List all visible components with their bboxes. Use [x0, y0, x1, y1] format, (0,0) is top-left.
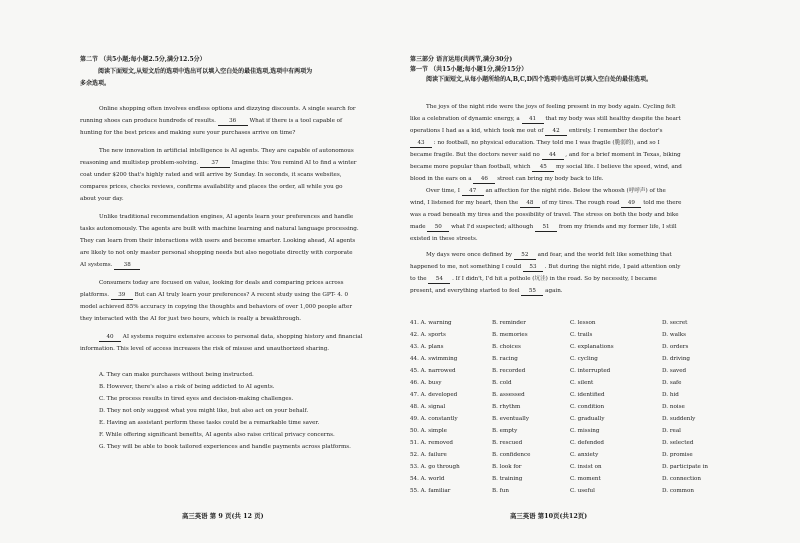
paragraph-4-line: model achieved 85% accuracy in copying the thoughts and behaviors of over 1,000 people after: [80, 304, 353, 310]
choice-option[interactable]: B. rescued: [492, 440, 523, 446]
passage-line: became fragile. But the doctors never said no 44 , and for a brief moment in Texas, biking: [410, 152, 681, 158]
blank-37[interactable]: 37: [200, 160, 230, 168]
choice-option[interactable]: C. gradually: [570, 416, 605, 422]
blank-40[interactable]: 40: [99, 334, 121, 342]
choice-option[interactable]: C. cycling: [570, 356, 598, 362]
passage-line: present, and everything started to feel 55 again.: [410, 288, 563, 294]
passage-line: made 50 what I'd suspected; although 51 from my friends and my former life, I still: [410, 224, 677, 230]
choice-option[interactable]: B. reminder: [492, 320, 526, 326]
choice-option[interactable]: 52. A. failure: [410, 452, 447, 458]
paragraph-5-line: information. This level of access increases the risk of misuse and unauthorized sharing.: [80, 346, 330, 352]
choice-option[interactable]: 47. A. developed: [410, 392, 458, 398]
passage-line: The joys of the night ride were the joys of feeling present in my body again. Cycling felt: [426, 104, 676, 110]
choice-option[interactable]: D. walks: [662, 332, 687, 338]
choice-option[interactable]: C. lesson: [570, 320, 596, 326]
part-title: 第三部分 语言运用(共两节,满分30分): [410, 56, 513, 63]
choice-option[interactable]: 42. A. sports: [410, 332, 446, 338]
choice-option[interactable]: C. useful: [570, 488, 595, 494]
passage-line: was a road beneath my tires and the possibility of travel. The stress on both the body and bike: [410, 212, 679, 218]
choice-option[interactable]: B. assessed: [492, 392, 525, 398]
choice-option[interactable]: D. hid: [662, 392, 679, 398]
section-title: 第二节 （共5小题;每小题2.5分,满分12.5分）: [80, 56, 206, 63]
choice-option[interactable]: B. rhythm: [492, 404, 521, 410]
choice-option[interactable]: B. choices: [492, 344, 521, 350]
paragraph-4-line: Consumers today are focused on value, looking for deals and comparing prices across: [99, 280, 344, 286]
blank-46[interactable]: 46: [473, 176, 495, 184]
choice-option[interactable]: C. anxiety: [570, 452, 599, 458]
blank-49[interactable]: 49: [621, 200, 641, 208]
choice-option[interactable]: C. missing: [570, 428, 600, 434]
passage-line: to the 54 . If I didn't, I'd hit a pothole (坑洼) in the road. So by necessity, I became: [410, 276, 657, 282]
blank-47[interactable]: 47: [462, 188, 484, 196]
blank-43[interactable]: 43: [410, 140, 432, 148]
choice-option[interactable]: D. suddenly: [662, 416, 696, 422]
option-c[interactable]: C. The process results in tired eyes and decision-making challenges.: [99, 396, 294, 402]
option-f[interactable]: F. While offering significant benefits, AI agents also raise critical privacy concerns.: [99, 432, 335, 438]
choice-option[interactable]: B. empty: [492, 428, 518, 434]
choice-option[interactable]: D. selected: [662, 440, 694, 446]
passage-line: 43 : no football, no physical education. They told me I was fragile (脆弱的), and so I: [410, 140, 660, 148]
choice-option[interactable]: D. safe: [662, 380, 682, 386]
blank-54[interactable]: 54: [428, 276, 450, 284]
choice-option[interactable]: C. trails: [570, 332, 593, 338]
blank-38[interactable]: 38: [114, 262, 140, 270]
choice-option[interactable]: 53. A. go through: [410, 464, 460, 470]
page-footer-left: 高三英语 第 9 页(共 12 页): [182, 512, 264, 520]
passage-line: happened to me, not something I could 53 . But during the night ride, I paid attention only: [410, 264, 681, 270]
choice-option[interactable]: C. identified: [570, 392, 605, 398]
choice-option[interactable]: D. promise: [662, 452, 693, 458]
paragraph-2-line: about your day.: [80, 196, 124, 202]
choice-option[interactable]: D. secret: [662, 320, 688, 326]
choice-option[interactable]: C. interrupted: [570, 368, 611, 374]
paragraph-3-line: are likely to not only master personal shopping needs but also negotiate directly with corporate: [80, 250, 353, 256]
paragraph-5-line: 40 AI systems require extensive access to personal data, shopping history and financial: [99, 334, 363, 342]
choice-option[interactable]: B. racing: [492, 356, 518, 362]
choice-option[interactable]: 54. A. world: [410, 476, 445, 482]
page-footer-right: 高三英语 第10页(共12页): [510, 512, 588, 520]
paragraph-1-line: hunting for the best prices and making sure your purchases arrive on time?: [80, 130, 296, 136]
option-a[interactable]: A. They can make purchases without being instructed.: [99, 372, 254, 378]
instruction-line-1: 阅读下面短文,从短文后的选项中选出可以填入空白处的最佳选项,选项中有两项为: [98, 68, 313, 75]
choice-option[interactable]: D. orders: [662, 344, 689, 350]
choice-option[interactable]: D. participate in: [662, 464, 709, 470]
choice-option[interactable]: B. training: [492, 476, 523, 482]
blank-51[interactable]: 51: [535, 224, 557, 232]
choice-option[interactable]: D. connection: [662, 476, 701, 482]
blank-39[interactable]: 39: [111, 292, 133, 300]
choice-option[interactable]: B. confidence: [492, 452, 531, 458]
paragraph-1-line: running shoes can produce hundreds of results. 36 What if there is a tool capable of: [80, 118, 343, 124]
passage-line: blood in the ears on a 46 street can bring my body back to life.: [410, 176, 604, 182]
paragraph-3-line: They can learn from their interactions with users and become smarter. Looking ahead, AI agents: [80, 238, 356, 244]
choice-option[interactable]: 43. A. plans: [410, 344, 444, 350]
blank-48[interactable]: 48: [520, 200, 540, 208]
choice-option[interactable]: D. driving: [662, 356, 691, 362]
choice-option[interactable]: D. common: [662, 488, 694, 494]
choice-option[interactable]: 55. A. familiar: [410, 488, 451, 494]
passage-line: became more popular than football, which 45 my social life. I believe the speed, wind, and: [410, 164, 682, 170]
blank-44[interactable]: 44: [542, 152, 564, 160]
passage-line: Over time, I 47 an affection for the night ride. Below the whoosh (呼呼声) of the: [426, 188, 666, 194]
choice-option[interactable]: 44. A. swimming: [410, 356, 458, 362]
choice-option[interactable]: C. explanations: [570, 344, 614, 350]
blank-55[interactable]: 55: [521, 288, 543, 296]
choice-option[interactable]: 41. A. warning: [410, 320, 452, 326]
choice-option[interactable]: C. silent: [570, 380, 594, 386]
paragraph-4-line: platforms. 39 But can AI truly learn your preferences? A recent study using the GPT- 4. 0: [80, 292, 349, 298]
paragraph-2-line: coat under $200 that's highly rated and will arrive by Sunday. In seconds, it scans websites,: [80, 172, 342, 178]
paragraph-3-line: Unlike traditional recommendation engines, AI agents learn your preferences and handle: [99, 214, 354, 220]
choice-option[interactable]: 45. A. narrowed: [410, 368, 456, 374]
blank-36[interactable]: 36: [218, 118, 248, 126]
blank-50[interactable]: 50: [427, 224, 449, 232]
choice-option[interactable]: D. saved: [662, 368, 687, 374]
choice-option[interactable]: B. fun: [492, 488, 509, 494]
choice-option[interactable]: C. insist on: [570, 464, 602, 470]
choice-option[interactable]: C. defended: [570, 440, 604, 446]
choice-option[interactable]: B. cold: [492, 380, 512, 386]
choice-option[interactable]: B. eventually: [492, 416, 529, 422]
passage-line: wind, I listened for my heart, then the 48 of my tires. The rough road 49 told me there: [410, 200, 682, 206]
paragraph-2-line: The new innovation in artificial intelligence is AI agents. They are capable of autonomous: [99, 148, 354, 154]
blank-41[interactable]: 41: [522, 116, 544, 124]
choice-option[interactable]: 49. A. constantly: [410, 416, 458, 422]
paragraph-1-line: Online shopping often involves endless options and dizzying discounts. A single search for: [99, 106, 356, 112]
paragraph-3-line: AI systems. 38: [80, 262, 140, 270]
choice-option[interactable]: B. memories: [492, 332, 528, 338]
passage-line: operations I had as a kid, which took me out of 42 entirely. I remember the doctor's: [410, 128, 663, 134]
instruction-line-2: 多余选项。: [80, 80, 111, 87]
blank-53[interactable]: 53: [523, 264, 543, 272]
option-d[interactable]: D. They not only suggest what you might like, but also act on your behalf.: [99, 408, 309, 414]
choice-option[interactable]: C. condition: [570, 404, 605, 410]
paragraph-2-line: reasoning and multistep problem-solving. 37 Imagine this: You remind AI to find a winter: [80, 160, 357, 166]
blank-45[interactable]: 45: [532, 164, 554, 172]
paragraph-2-line: compares prices, checks reviews, confirms availability and places the order, all while you go: [80, 184, 343, 190]
choice-option[interactable]: B. look for: [492, 464, 522, 470]
choice-option[interactable]: 51. A. removed: [410, 440, 453, 446]
section-title: 第一节 （共15小题;每小题1分,满分15分）: [410, 66, 528, 73]
blank-42[interactable]: 42: [545, 128, 567, 136]
paragraph-4-line: they interacted with the AI for just two hours, which is really a breakthrough.: [80, 316, 302, 322]
passage-line: existed in these streets.: [410, 236, 478, 242]
passage-line: like a celebration of dynamic energy, a 41 that my body was still healthy despite the heart: [410, 116, 681, 122]
choice-option[interactable]: 50. A. simple: [410, 428, 447, 434]
passage-line: My days were once defined by 52 and fear, and the world felt like something that: [426, 252, 672, 258]
choice-option[interactable]: B. recorded: [492, 368, 526, 374]
paragraph-3-line: tasks autonomously. The agents are built with machine learning and natural language processing.: [80, 226, 359, 232]
option-g[interactable]: G. They will be able to book tailored experiences and handle payments across platforms.: [99, 444, 351, 450]
choice-option[interactable]: D. noise: [662, 404, 685, 410]
choice-option[interactable]: 46. A. busy: [410, 380, 442, 386]
choice-option[interactable]: 48. A. signal: [410, 404, 446, 410]
choice-option[interactable]: D. real: [662, 428, 681, 434]
option-b[interactable]: B. However, there's also a risk of being addicted to AI agents.: [99, 384, 275, 390]
instruction: 阅读下面短文,从每小题所给的A,B,C,D四个选项中选出可以填入空白处的最佳选项。: [426, 76, 652, 83]
blank-52[interactable]: 52: [514, 252, 536, 260]
option-e[interactable]: E. Having an assistant perform these tasks could be a remarkable time saver.: [99, 420, 320, 426]
choice-option[interactable]: C. moment: [570, 476, 601, 482]
